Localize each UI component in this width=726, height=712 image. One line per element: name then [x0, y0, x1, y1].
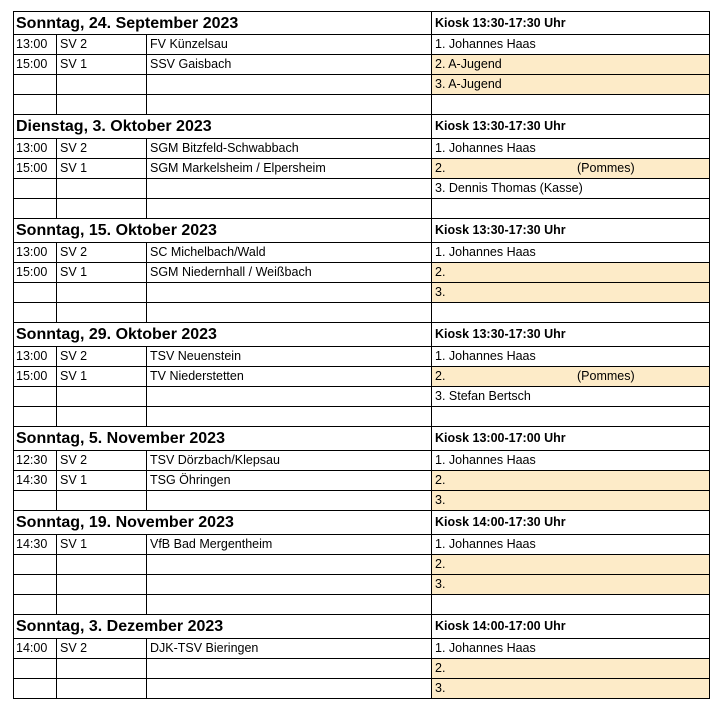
home-team	[56, 679, 146, 698]
schedule-row	[13, 367, 710, 387]
date-header-row	[13, 11, 710, 35]
kickoff-time: 15:00	[16, 369, 48, 383]
opponent: SC Michelbach/Wald	[146, 243, 431, 262]
kiosk-duty	[431, 243, 709, 262]
kiosk-duty-name: 3. Dennis Thomas (Kasse)	[435, 181, 583, 195]
home-team	[56, 283, 146, 302]
match-date: Sonntag, 5. November 2023	[16, 430, 225, 447]
kickoff-time	[14, 555, 56, 574]
kiosk-duty	[431, 159, 709, 178]
opponent	[146, 75, 431, 94]
opponent	[146, 303, 431, 322]
home-team	[56, 575, 146, 594]
home-team	[56, 387, 146, 406]
date-header-row	[13, 219, 710, 243]
kiosk-duty-name: 2. A-Jugend	[435, 57, 502, 71]
schedule-row	[13, 659, 710, 679]
schedule-row	[13, 639, 710, 659]
kickoff-time	[14, 595, 56, 614]
home-team	[56, 659, 146, 678]
home-team: SV 1	[56, 263, 146, 282]
match-date: Sonntag, 24. September 2023	[16, 15, 239, 32]
opponent: TV Niederstetten	[146, 367, 431, 386]
kiosk-duty-name: 3.	[435, 681, 446, 695]
kickoff-time: 15:00	[16, 161, 48, 175]
opponent: TSV Dörzbach/Klepsau	[146, 451, 431, 470]
opponent: SGM Niedernhall / Weißbach	[146, 263, 431, 282]
kiosk-duty	[431, 347, 709, 366]
kiosk-duty-note: (Pommes)	[577, 161, 635, 175]
home-team	[56, 407, 146, 426]
kiosk-duty	[431, 367, 709, 386]
kickoff-time: 13:00	[16, 245, 48, 259]
home-team	[56, 199, 146, 218]
date-header-row	[13, 511, 710, 535]
kickoff-time	[14, 283, 56, 302]
match-date: Sonntag, 15. Oktober 2023	[16, 222, 217, 239]
home-team: SV 1	[56, 367, 146, 386]
date-header-row	[13, 615, 710, 639]
home-team: SV 2	[56, 347, 146, 366]
opponent	[146, 555, 431, 574]
match-date: Sonntag, 3. Dezember 2023	[16, 618, 224, 635]
kickoff-time: 15:00	[16, 265, 48, 279]
kiosk-duty-name: 3.	[435, 285, 446, 299]
kiosk-duty	[431, 199, 709, 218]
opponent: DJK-TSV Bieringen	[146, 639, 431, 658]
kiosk-duty	[431, 303, 709, 322]
opponent	[146, 659, 431, 678]
opponent	[146, 679, 431, 698]
opponent	[146, 407, 431, 426]
opponent	[146, 283, 431, 302]
kiosk-duty	[431, 55, 709, 74]
kickoff-time	[14, 179, 56, 198]
kiosk-duty	[431, 491, 709, 510]
kickoff-time	[14, 95, 56, 114]
opponent	[146, 575, 431, 594]
kiosk-duty	[431, 95, 709, 114]
opponent: SGM Markelsheim / Elpersheim	[146, 159, 431, 178]
schedule-row	[13, 159, 710, 179]
opponent	[146, 387, 431, 406]
kiosk-schedule-table	[13, 11, 710, 699]
schedule-row	[13, 35, 710, 55]
home-team: SV 2	[56, 139, 146, 158]
opponent: TSG Öhringen	[146, 471, 431, 490]
opponent	[146, 199, 431, 218]
kickoff-time	[14, 491, 56, 510]
kiosk-duty	[431, 451, 709, 470]
schedule-row	[13, 55, 710, 75]
kiosk-hours: Kiosk 13:30-17:30 Uhr	[431, 115, 709, 138]
kiosk-duty-name: 3. Stefan Bertsch	[435, 389, 531, 403]
schedule-row	[13, 199, 710, 219]
home-team	[56, 179, 146, 198]
schedule-row	[13, 407, 710, 427]
schedule-row	[13, 263, 710, 283]
opponent: VfB Bad Mergentheim	[146, 535, 431, 554]
kiosk-hours: Kiosk 13:30-17:30 Uhr	[431, 219, 709, 242]
kickoff-time: 14:30	[16, 473, 48, 487]
kiosk-duty-name: 1. Johannes Haas	[435, 537, 536, 551]
home-team	[56, 95, 146, 114]
home-team	[56, 491, 146, 510]
home-team	[56, 555, 146, 574]
date-header-row	[13, 115, 710, 139]
kickoff-time: 12:30	[16, 453, 48, 467]
kiosk-duty	[431, 595, 709, 614]
home-team	[56, 595, 146, 614]
kickoff-time	[14, 75, 56, 94]
schedule-row	[13, 595, 710, 615]
opponent	[146, 595, 431, 614]
date-header-row	[13, 323, 710, 347]
kiosk-duty	[431, 555, 709, 574]
kickoff-time	[14, 303, 56, 322]
kiosk-duty	[431, 639, 709, 658]
schedule-row	[13, 347, 710, 367]
home-team	[56, 75, 146, 94]
home-team: SV 1	[56, 55, 146, 74]
schedule-row	[13, 491, 710, 511]
kiosk-duty	[431, 283, 709, 302]
kiosk-duty-name: 1. Johannes Haas	[435, 453, 536, 467]
kiosk-duty	[431, 139, 709, 158]
kiosk-hours: Kiosk 14:00-17:00 Uhr	[431, 615, 709, 638]
schedule-row	[13, 555, 710, 575]
kiosk-duty	[431, 535, 709, 554]
schedule-row	[13, 283, 710, 303]
kiosk-duty-name: 2.	[435, 473, 446, 487]
kiosk-duty	[431, 659, 709, 678]
home-team: SV 1	[56, 535, 146, 554]
home-team: SV 2	[56, 639, 146, 658]
kickoff-time	[14, 199, 56, 218]
kiosk-duty	[431, 407, 709, 426]
kickoff-time: 15:00	[16, 57, 48, 71]
schedule-row	[13, 679, 710, 699]
kiosk-duty-name: 1. Johannes Haas	[435, 641, 536, 655]
home-team: SV 1	[56, 471, 146, 490]
kiosk-duty	[431, 263, 709, 282]
kickoff-time	[14, 575, 56, 594]
kiosk-duty	[431, 575, 709, 594]
kiosk-duty-name: 1. Johannes Haas	[435, 141, 536, 155]
home-team: SV 2	[56, 243, 146, 262]
schedule-row	[13, 243, 710, 263]
kiosk-duty-name: 3. A-Jugend	[435, 77, 502, 91]
schedule-row	[13, 451, 710, 471]
kickoff-time	[14, 407, 56, 426]
kiosk-duty-name: 2.	[435, 161, 446, 175]
schedule-row	[13, 575, 710, 595]
opponent: TSV Neuenstein	[146, 347, 431, 366]
schedule-row	[13, 75, 710, 95]
kickoff-time	[14, 679, 56, 698]
kiosk-hours: Kiosk 14:00-17:30 Uhr	[431, 511, 709, 534]
kickoff-time	[14, 659, 56, 678]
kiosk-duty-name: 1. Johannes Haas	[435, 349, 536, 363]
kiosk-duty-name: 2.	[435, 557, 446, 571]
kickoff-time: 13:00	[16, 37, 48, 51]
opponent: FV Künzelsau	[146, 35, 431, 54]
kickoff-time: 14:00	[16, 641, 48, 655]
opponent	[146, 491, 431, 510]
home-team: SV 2	[56, 35, 146, 54]
kickoff-time: 13:00	[16, 349, 48, 363]
opponent	[146, 95, 431, 114]
date-header-row	[13, 427, 710, 451]
opponent: SGM Bitzfeld-Schwabbach	[146, 139, 431, 158]
home-team: SV 1	[56, 159, 146, 178]
kiosk-duty-name: 2.	[435, 265, 446, 279]
home-team	[56, 303, 146, 322]
schedule-row	[13, 303, 710, 323]
kiosk-duty-name: 3.	[435, 493, 446, 507]
opponent	[146, 179, 431, 198]
kiosk-duty-name: 2.	[435, 369, 446, 383]
kiosk-hours: Kiosk 13:30-17:30 Uhr	[431, 12, 709, 34]
opponent: SSV Gaisbach	[146, 55, 431, 74]
home-team: SV 2	[56, 451, 146, 470]
kiosk-duty	[431, 75, 709, 94]
schedule-row	[13, 535, 710, 555]
match-date: Sonntag, 19. November 2023	[16, 514, 234, 531]
kiosk-duty-name: 2.	[435, 661, 446, 675]
match-date: Dienstag, 3. Oktober 2023	[16, 118, 212, 135]
kiosk-duty	[431, 471, 709, 490]
kiosk-duty	[431, 387, 709, 406]
kickoff-time: 13:00	[16, 141, 48, 155]
match-date: Sonntag, 29. Oktober 2023	[16, 326, 217, 343]
kiosk-hours: Kiosk 13:00-17:00 Uhr	[431, 427, 709, 450]
kickoff-time	[14, 387, 56, 406]
kiosk-duty-note: (Pommes)	[577, 369, 635, 383]
kiosk-duty	[431, 679, 709, 698]
kiosk-duty-name: 1. Johannes Haas	[435, 245, 536, 259]
kiosk-duty	[431, 35, 709, 54]
schedule-row	[13, 387, 710, 407]
kiosk-duty-name: 1. Johannes Haas	[435, 37, 536, 51]
kiosk-duty-name: 3.	[435, 577, 446, 591]
kickoff-time: 14:30	[16, 537, 48, 551]
schedule-row	[13, 179, 710, 199]
schedule-row	[13, 95, 710, 115]
schedule-row	[13, 471, 710, 491]
schedule-row	[13, 139, 710, 159]
kiosk-hours: Kiosk 13:30-17:30 Uhr	[431, 323, 709, 346]
kiosk-duty	[431, 179, 709, 198]
